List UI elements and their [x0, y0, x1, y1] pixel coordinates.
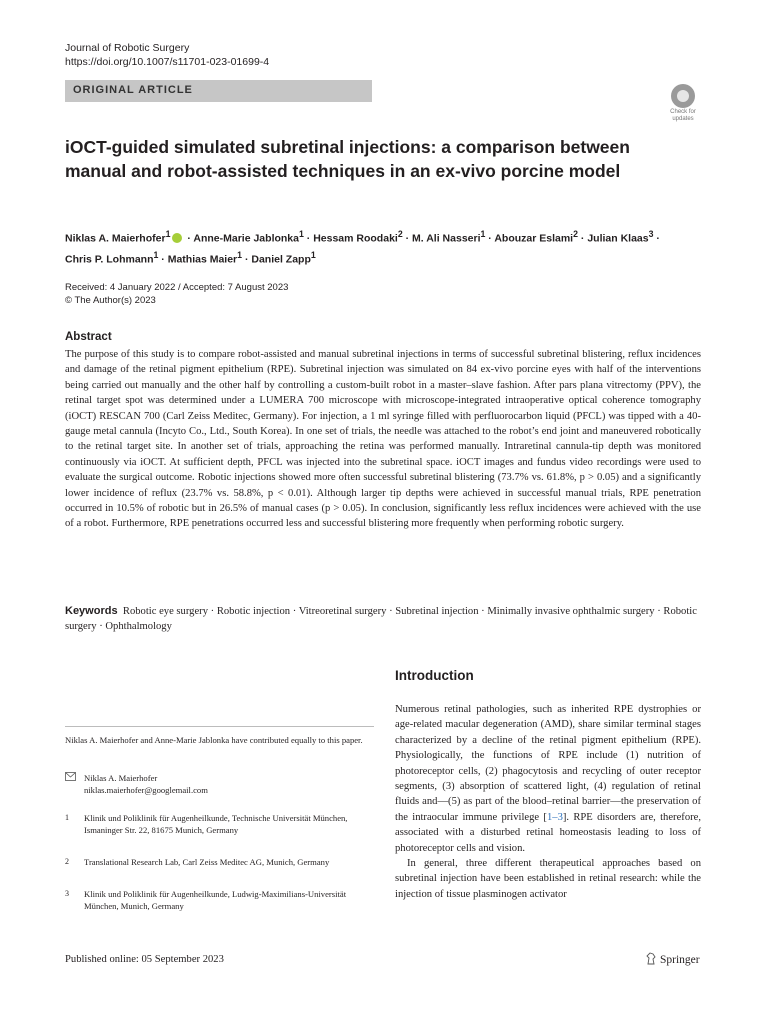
author-line-2: [65, 247, 715, 268]
affiliation-2: [65, 856, 365, 868]
check-for-updates-label: Check for updates: [670, 109, 696, 122]
article-type-bar: [65, 80, 372, 102]
keywords-section: [65, 604, 701, 635]
journal-header: [65, 41, 269, 69]
article-type-label: ORIGINAL ARTICLE: [73, 84, 193, 96]
article-dates: [65, 281, 288, 307]
introduction-body: [395, 702, 701, 902]
introduction-paragraph: [395, 702, 701, 856]
author-affiliation-sup: 3: [648, 229, 654, 239]
springer-horse-icon: [646, 952, 656, 965]
doi-link[interactable]: https://doi.org/10.1007/s11701-023-01699-4: [65, 56, 270, 68]
footnote-divider: [65, 726, 374, 727]
keywords-text: Robotic eye surgery · Robotic injection · Vitreoretinal surgery · Subretinal injection · Minimally invasive ophthalmic surgery · Robotic surgery · Ophthalmology: [65, 606, 697, 633]
author-name: · Hessam Roodaki: [303, 232, 398, 245]
article-title: iOCT-guided simulated subretinal injections: a comparison between manual and robot-assisted techniques in an ex-vivo porcine model: [65, 137, 630, 181]
orcid-icon[interactable]: [172, 233, 182, 243]
copyright-notice: © The Author(s) 2023: [65, 295, 156, 306]
affiliation-number: 1: [65, 813, 69, 822]
crossmark-icon: [671, 84, 695, 108]
author-list: [65, 226, 715, 267]
introduction-paragraph: In general, three different therapeutical approaches based on subretinal injection have been established in retinal research: while the injection of tissue plasminogen activator: [395, 858, 701, 900]
author-name: · Julian Klaas: [577, 232, 649, 245]
publisher-logo: [646, 952, 700, 966]
author-affiliation-sup: 1: [480, 229, 486, 239]
author-line-1: [65, 226, 715, 247]
author-affiliation-sup: 1: [310, 249, 316, 260]
check-for-updates-badge[interactable]: [665, 84, 701, 124]
paragraph-text: Numerous retinal pathologies, such as inherited RPE dystrophies or age-related macular degeneration (AMD), share similar terminal stages characterized by a decline of the retinal pigment epithelium (RPE). Physiologically, the functions of RPE include (1) nutrition of photoreceptor cells, (2) phagocytosis and recycling of outer receptor segments, (3) absorption of scattered light, (4) regulation of retinal fluids and—(5) as part of the blood–retinal barrier—the preservation of the intraocular immune privilege [: [395, 704, 701, 823]
affiliation-number: 2: [65, 857, 69, 866]
equal-contribution-note: Niklas A. Maierhofer and Anne-Marie Jablonka have contributed equally to this paper.: [65, 735, 363, 745]
affiliation-text: Klinik und Poliklinik für Augenheilkunde, Technische Universität München, Ismaninger Str. 22, 81675 Munich, Germany: [84, 813, 348, 835]
received-accepted-dates: Received: 4 January 2022 / Accepted: 7 August 2023: [65, 282, 289, 293]
author-affiliation-sup: 1: [299, 229, 304, 239]
corresponding-author-email[interactable]: niklas.maierhofer@googlemail.com: [84, 785, 208, 795]
author-affiliation-sup: 1: [237, 249, 243, 260]
author-name: · Mathias Maier: [158, 253, 238, 265]
author-affiliation-sup: 1: [153, 249, 159, 260]
abstract-heading: Abstract: [65, 331, 112, 343]
envelope-icon: [65, 772, 76, 785]
author-affiliation-sup: 2: [573, 229, 578, 239]
published-online-date: Published online: 05 September 2023: [65, 954, 224, 965]
journal-name: Journal of Robotic Surgery: [65, 42, 190, 54]
author-name: · Anne-Marie Jablonka: [184, 232, 299, 245]
reference-link[interactable]: 1–3: [546, 811, 563, 823]
author-name: · M. Ali Nasseri: [402, 232, 481, 245]
keywords-label: Keywords: [65, 605, 118, 617]
affiliation-3: [65, 888, 365, 912]
author-affiliation-sup: 1: [165, 229, 171, 239]
affiliation-text: Klinik und Poliklinik für Augenheilkunde, Ludwig-Maximilians-Universität München, Munich, Germany: [84, 889, 347, 911]
author-name: Chris P. Lohmann: [65, 253, 154, 265]
author-name: · Daniel Zapp: [242, 253, 311, 265]
publisher-name: Springer: [660, 954, 700, 966]
author-name: · Abouzar Eslami: [485, 232, 574, 245]
author-name: Niklas A. Maierhofer: [65, 232, 166, 245]
author-separator: ·: [653, 232, 660, 245]
paragraph-text: ]. RPE disorders are, therefore, associated with a disturbed retinal homeostasis leading to loss of photoreceptor cells and vision.: [395, 811, 701, 854]
author-affiliation-sup: 2: [397, 229, 403, 239]
affiliation-number: 3: [65, 889, 69, 898]
corresponding-author: [65, 772, 365, 796]
introduction-heading: Introduction: [395, 668, 474, 683]
affiliation-1: [65, 812, 365, 836]
abstract-text: The purpose of this study is to compare robot-assisted and manual subretinal injections in terms of successful subretinal blistering, reflux incidences and damage of the retinal pigment epithelium (RPE). Subretinal injection was simulated on 84 ex-vivo porcine eyes with half of the interventions being carried out manually and the other half by controlling a custom-built robot in a master–slave fashion. After pars plana vitrectomy (PPV), the retinal target spot was determined under a LUMERA 700 microscope with microscope-integrated intraoperative optical coherence tomography (iOCT) RESCAN 700 (Carl Zeiss Meditec, Germany). For injection, a 1 ml syringe filled with perfluorocarbon liquid (PFCL) was tipped with a 40-gauge metal cannula (Incyto Co., Ltd., South Korea). In one set of trials, the needle was attached to the robot’s end joint and maneuvered robotically to the retinal target site. In another set of trials, approaching the retina was performed manually. Intraretinal cannula-tip depth was monitored continuously via iOCT. At sufficient depth, PFCL was injected into the subretinal space. iOCT images and fundus video recordings were used to evaluate the surgical outcome. Robotic injections showed more often successful subretinal blistering (73.7% vs. 61.8%, p > 0.05) and a significantly lower incidence of reflux (23.7% vs. 58.8%, p < 0.01). Although larger tip depths were achieved in successful manual trials, RPE penetration occurred in 10.5% of robotic but in 26.5% of manual cases (p > 0.05). In conclusion, significantly less reflux incidences were achieved with the use of a robot. Furthermore, RPE penetrations occurred less and successful blistering more frequently when performing robotic surgery.: [65, 349, 701, 530]
corresponding-author-name: Niklas A. Maierhofer: [84, 773, 158, 783]
affiliation-text: Translational Research Lab, Carl Zeiss Meditec AG, Munich, Germany: [84, 857, 330, 867]
